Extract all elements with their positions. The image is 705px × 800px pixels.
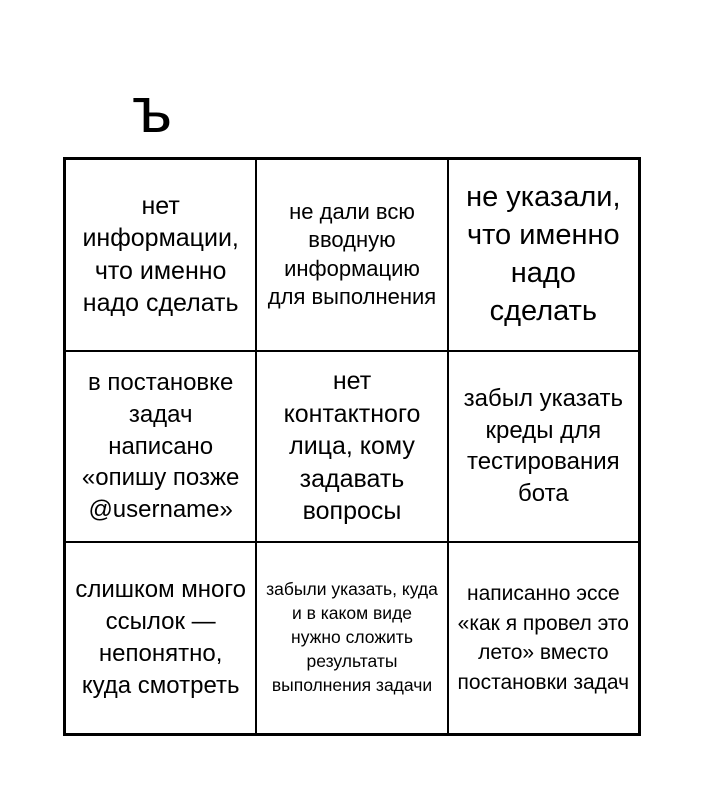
bingo-grid [63, 157, 641, 736]
bingo-cell[interactable] [448, 351, 639, 543]
bingo-cell-text: забыли указать, куда и в каком виде нужно сложить результаты выполнения задачи [266, 579, 438, 696]
bingo-cell-text: слишком много ссылок — непонятно, куда смотреть [75, 576, 246, 700]
bingo-cell[interactable] [256, 351, 447, 543]
bingo-cell-text: не дали всю вводную информацию для выполнения [267, 198, 437, 310]
bingo-cell[interactable] [256, 159, 447, 351]
bingo-cell-text: в постановке задач написано «опишу позже @username» [81, 368, 240, 524]
bingo-cell-text: нет контактного лица, кому задавать вопросы [283, 367, 421, 526]
bingo-cell[interactable] [65, 351, 256, 543]
bingo-cell-text: нет информации, что именно надо сделать [82, 191, 239, 318]
bingo-title: ъ [132, 74, 172, 146]
bingo-cell-text: забыл указать креды для тестирования бота [463, 384, 624, 508]
bingo-cell-text: написанно эссе «как я провел это лето» вместо постановки задач [457, 582, 630, 694]
bingo-cell[interactable] [65, 542, 256, 734]
bingo-cell[interactable] [256, 542, 447, 734]
bingo-cell[interactable] [448, 159, 639, 351]
bingo-cell-text: не указали, что именно надо сделать [466, 181, 621, 327]
bingo-cell[interactable] [448, 542, 639, 734]
bingo-cell[interactable] [65, 159, 256, 351]
